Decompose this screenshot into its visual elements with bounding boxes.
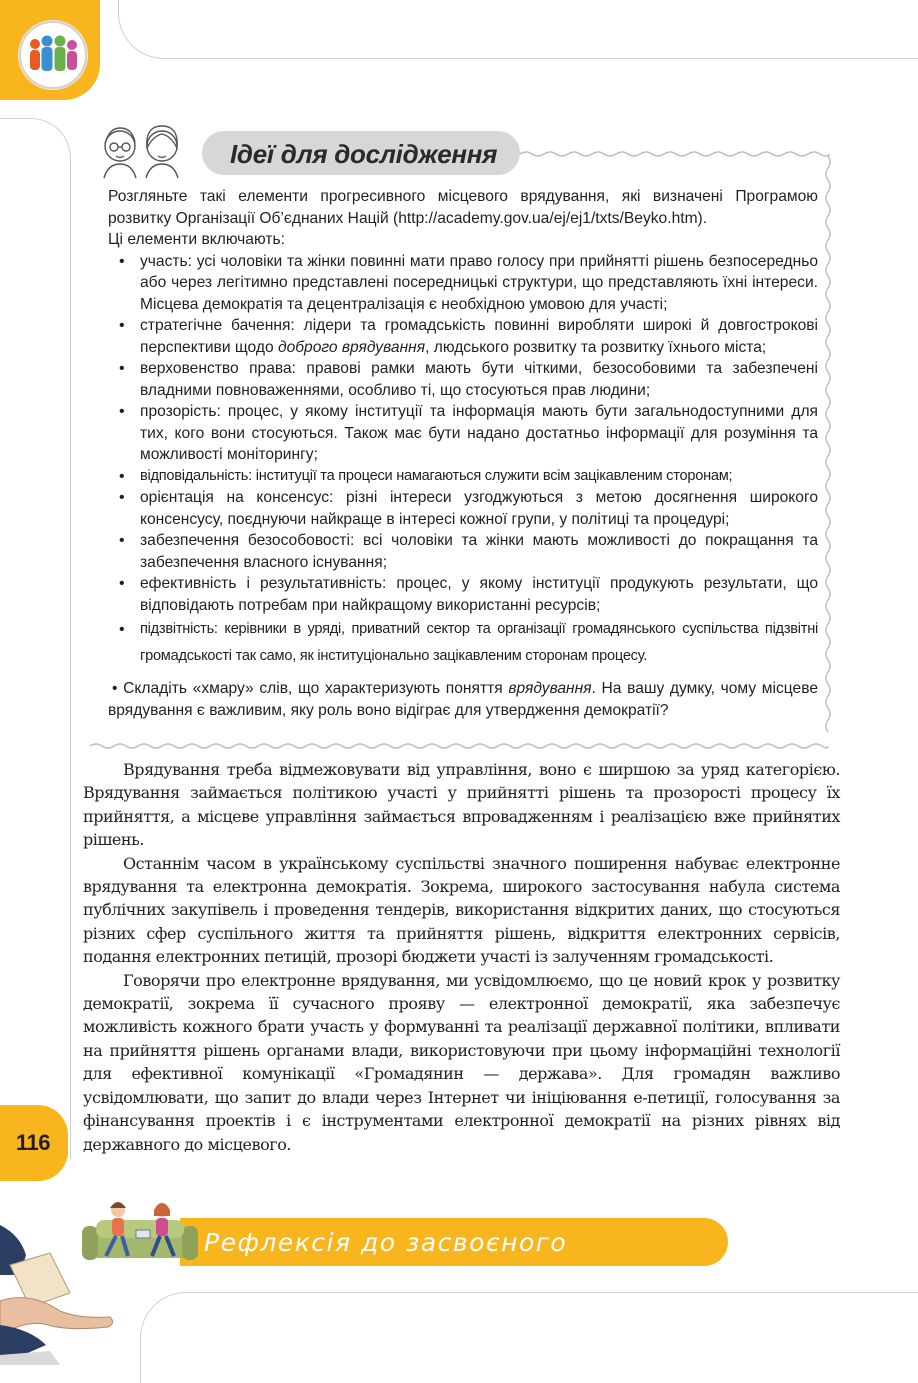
researchers-faces-icon xyxy=(96,118,196,180)
strategic-emphasis: доброго врядування xyxy=(277,338,426,356)
list-item: • підзвітність: керівники в уряді, приватний сектор та організації громадянського суспільства підзвітні громадськості так само, як інституціонально зацікавленим сторонам процесу. xyxy=(140,616,818,670)
list-item: • верховенство права: правові рамки мають бути чіткими, безособовими та забезпечені владними повноваженнями, особливо ті, що стосуються прав людини; xyxy=(140,358,818,401)
page-number: 116 xyxy=(16,1130,50,1155)
list-item: • участь: усі чоловіки та жінки повинні мати право голосу при прийнятті рішень безпосередньо або через легітимно представлені посередницькі структури, що представляють їхні інтереси. Місцева демократія та децентралізація є необхідною умовою для участі; xyxy=(140,251,818,316)
reflection-title: Рефлексія до засвоєного xyxy=(204,1228,568,1257)
list-item: • забезпечення безособовості: всі чоловіки та жінки мають можливості до покращання та забезпечення власного існування; xyxy=(140,530,818,573)
left-frame-line xyxy=(0,118,71,1159)
ideas-title: Ідеї для дослідження xyxy=(230,139,498,169)
body-paragraph: Врядування треба відмежовувати від управління, воно є ширшою за уряд категорією. Врядування займається політикою участі у прийнятті рішень та прозорості процесу їх прийняття, а місцеве управління займається впровадженням і реалізацією вже прийнятих рішень. xyxy=(83,760,840,850)
body-paragraph: Останнім часом в українському суспільстві значного поширення набуває електронне врядування та електронна демократія. Зокрема, широкого застосування набула система публічних закупівель і проведення тендерів, використання відкритих даних, що стосуються різних сфер суспільного життя та прийняття рішень, відкриття електронних сервісів, подання електронних петицій, прозорі бюджети участі із залученням громадськості. xyxy=(83,853,840,967)
ideas-task xyxy=(108,678,818,721)
main-text xyxy=(83,758,840,1156)
family-logo-icon xyxy=(18,20,88,90)
list-item: • прозорість: процес, у якому інституції та інформація мають бути загальнодоступними для тих, кого вони стосуються. Також має бути надано достатньо інформації для розуміння та можливості моніторингу; xyxy=(140,401,818,466)
list-item: • відповідальність: інституції та процеси намагаються служити всім зацікавленим сторонам; xyxy=(140,466,818,488)
task-after: . На вашу думку, чому місцеве врядування є важливим, яку роль воно відіграє для утвердження демократії? xyxy=(108,680,818,719)
list-item: • ефективність і результативність: процес, у якому інституції продукують результати, що відповідають потребам при найкращому використанні ресурсів; xyxy=(140,573,818,616)
list-item: • орієнтація на консенсус: різні інтереси узгоджуються з метою досягнення широкого консенсусу, поєднуючи найкраще в інтересі кожної групи, у політиці та процедурі; xyxy=(140,487,818,530)
top-frame-line xyxy=(118,0,918,59)
strategic-after: , людського розвитку та розвитку їхнього міста; xyxy=(425,338,767,356)
ideas-list xyxy=(108,251,818,671)
hands-icon xyxy=(0,1205,120,1365)
task-emphasis: врядування xyxy=(508,680,592,697)
strategic-before: стратегічне бачення: лідери та громадськість повинні виробляти широкі й довгострокові перспективи щодо xyxy=(140,317,818,356)
body-paragraph: Говорячи про електронне врядування, ми усвідомлюємо, що це новий крок у розвитку демократії, зокрема її сучасного прояву — електронної демократії, яка забезпечує можливість кожного брати участь у формуванні та реалізації державної політики, впливати на прийняття рішень органами влади, використовуючи при цьому інформаційні технології для ефективної комунікації «Громадянин — держава». Для громадян важливо усвідомлювати, що запит до влади через Інтернет чи ініціювання е-петиції, голосування за фінансування проектів і є інструментами електронної демократії на різних рівнях від державного до місцевого. xyxy=(83,970,840,1154)
ideas-intro: Розгляньте такі елементи прогресивного місцевого врядування, які визначені Програмою розвитку Організації Об’єднаних Націй (http://academy.gov.ua/ej/ej1/txts/Beyko.htm). xyxy=(108,188,818,227)
ideas-content xyxy=(108,186,818,721)
task-before: • Складіть «хмару» слів, що характеризують поняття xyxy=(112,680,509,697)
list-item-strategic xyxy=(140,315,818,358)
bottom-frame-line xyxy=(140,1292,918,1383)
ideas-includes: Ці елементи включають: xyxy=(108,231,285,248)
